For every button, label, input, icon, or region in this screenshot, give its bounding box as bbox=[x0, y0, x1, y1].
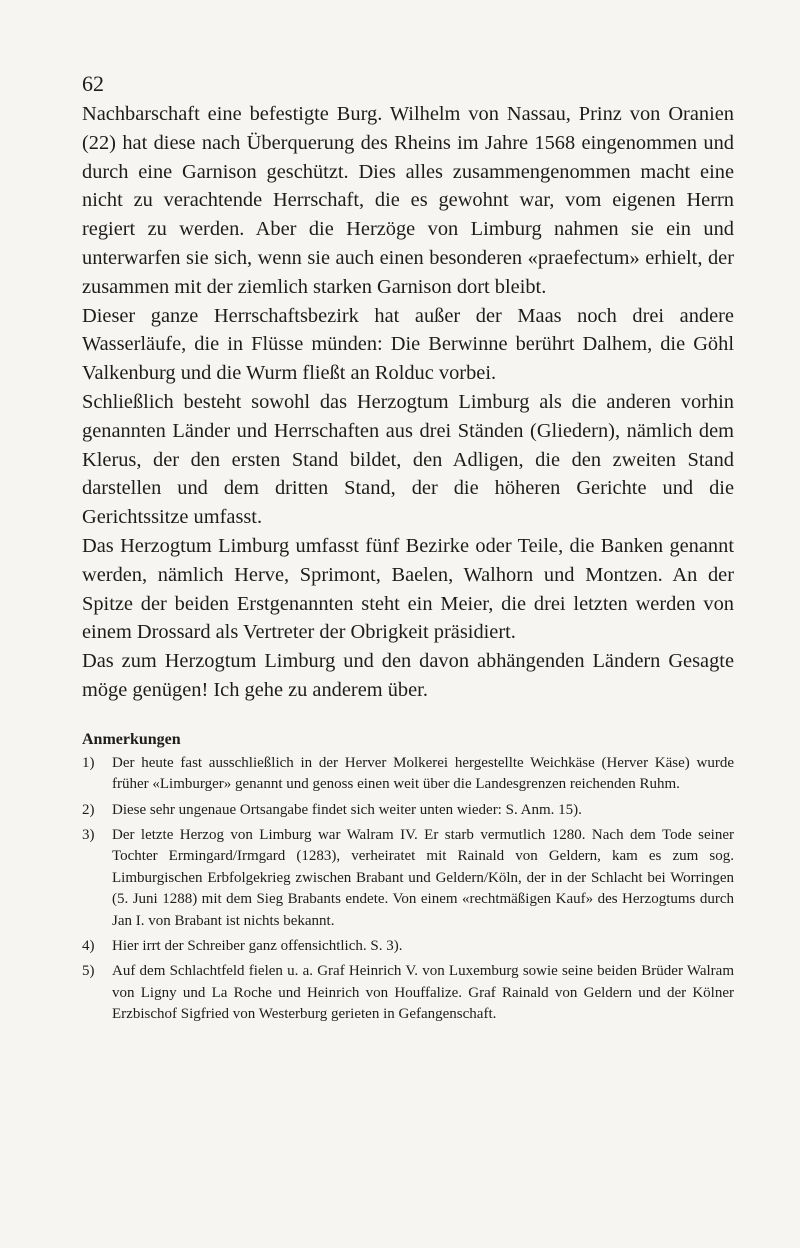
notes-list bbox=[82, 753, 734, 1026]
paragraph-3: Schließlich besteht sowohl das Herzogtum Limburg als die anderen vorhin genannten Länder und Herrschaften aus drei Ständen (Gliedern), nämlich dem Klerus, der den ersten Stand bildet, den Adligen, die den zweiten Stand darstellen und dem dritten Stand, der die höheren Gerichte und die Gerichtssitze umfasst. bbox=[82, 390, 734, 529]
note-number: 5) bbox=[82, 963, 95, 980]
page-number: 62 bbox=[82, 71, 104, 96]
note-item bbox=[82, 825, 734, 932]
note-text: Diese sehr ungenaue Ortsangabe findet sich weiter unten wieder: S. Anm. 15). bbox=[112, 801, 582, 818]
notes-heading: Anmerkungen bbox=[82, 730, 181, 748]
page bbox=[82, 70, 734, 1030]
paragraph-1: Nachbarschaft eine befestigte Burg. Wilhelm von Nassau, Prinz von Oranien (22) hat diese nach Überquerung des Rheins im Jahre 1568 eingenommen und durch eine Garnison geschützt. Dies alles zusammengenommen macht eine nicht zu verachtende Herrschaft, die es gewohnt war, vom eigenen Herrn regiert zu werden. Aber die Herzöge von Limburg nahmen sie ein und unterwarfen sie sich, wenn sie auch einen besonderen «praefectum» erhielt, der zusammen mit der ziemlich starken Garnison dort bleibt. bbox=[82, 103, 734, 298]
note-item bbox=[82, 800, 734, 821]
paragraph-2: Dieser ganze Herrschaftsbezirk hat außer der Maas noch drei andere Wasserläufe, die in Flüsse münden: Die Berwinne berührt Dalhem, die Göhl Valkenburg und die Wurm fließt an Rolduc vorbei. bbox=[82, 304, 734, 385]
note-text: Auf dem Schlachtfeld fielen u. a. Graf Heinrich V. von Luxemburg sowie seine beiden Brüder Walram von Ligny und La Roche und Heinrich von Houffalize. Graf Rainald von Geldern und der Kölner Erzbischof Sigfried von Westerburg gerieten in Gefangenschaft. bbox=[112, 963, 734, 1023]
note-text: Hier irrt der Schreiber ganz offensichtlich. S. 3). bbox=[112, 937, 403, 954]
note-item bbox=[82, 961, 734, 1025]
note-number: 4) bbox=[82, 937, 95, 954]
paragraph-4: Das Herzogtum Limburg umfasst fünf Bezirke oder Teile, die Banken genannt werden, nämlich Herve, Sprimont, Baelen, Walhorn und Montzen. An der Spitze der beiden Erstgenannten steht ein Meier, die drei letzten werden von einem Drossard als Vertreter der Obrigkeit präsidiert. bbox=[82, 534, 734, 644]
note-number: 2) bbox=[82, 801, 95, 818]
paragraph-5: Das zum Herzogtum Limburg und den davon abhängenden Ländern Gesagte möge genügen! Ich gehe zu anderem über. bbox=[82, 650, 734, 701]
note-number: 3) bbox=[82, 826, 95, 843]
note-text: Der heute fast ausschließlich in der Herver Molkerei hergestellte Weichkäse (Herver Käse) wurde früher «Limburger» genannt und genoss einen weit über die Landesgrenzen reichenden Ruhm. bbox=[112, 754, 734, 793]
note-number: 1) bbox=[82, 754, 95, 771]
note-item bbox=[82, 936, 734, 957]
note-item bbox=[82, 753, 734, 796]
note-text: Der letzte Herzog von Limburg war Walram IV. Er starb vermutlich 1280. Nach dem Tode seiner Tochter Ermingard/Irmgard (1283), verheiratet mit Rainald von Geldern, kam es zum sog. Limburgischen Erbfolgekrieg zwischen Brabant und Geldern/Köln, der in der Schlacht bei Worringen (5. Juni 1288) mit dem Sieg Brabants endete. Von einem «rechtmäßigen Kauf» des Herzogtums durch Jan I. von Brabant ist nichts bekannt. bbox=[112, 826, 734, 929]
